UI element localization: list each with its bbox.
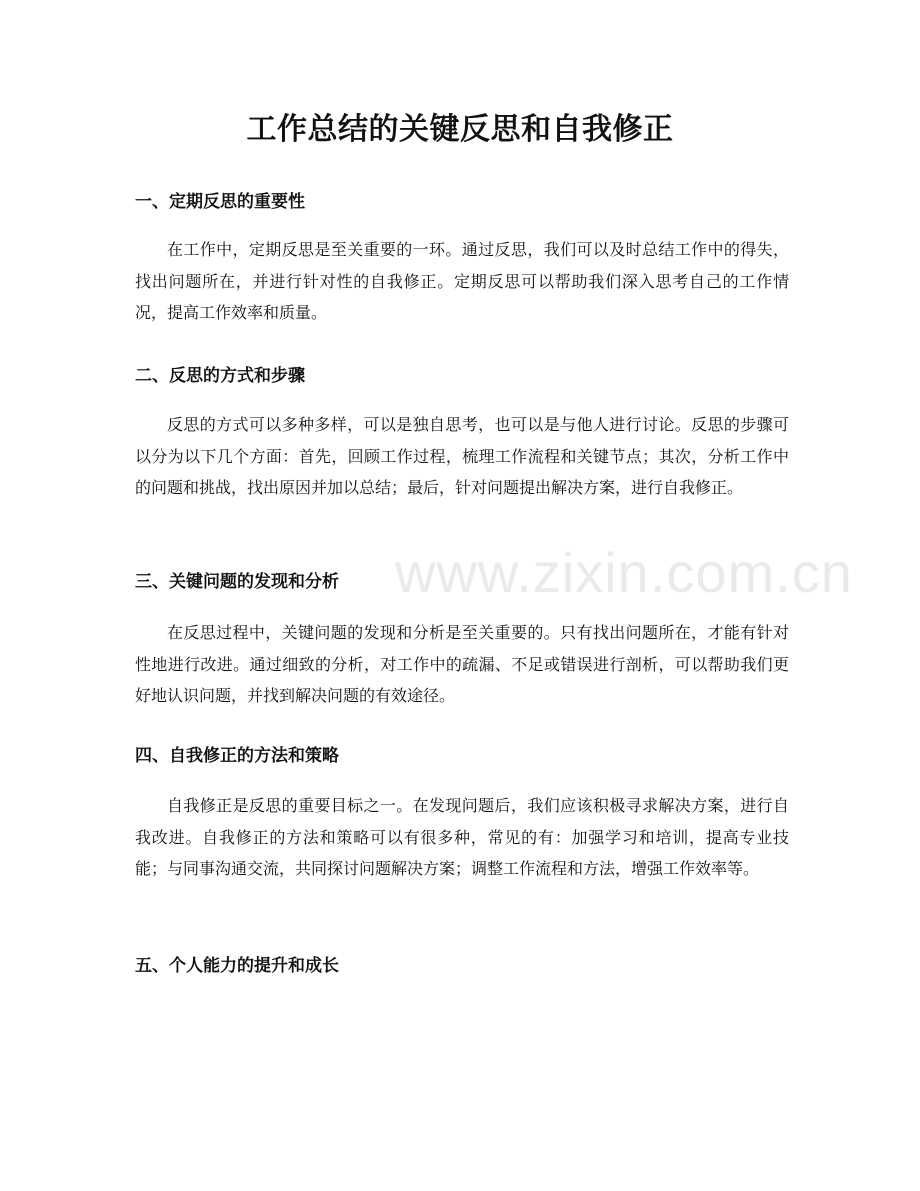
- document-title: 工作总结的关键反思和自我修正: [246, 112, 674, 147]
- section-5-heading: 五、个人能力的提升和成长: [135, 956, 339, 976]
- section-2-heading: 二、反思的方式和步骤: [135, 366, 305, 386]
- section-1-paragraph: 在工作中，定期反思是至关重要的一环。通过反思，我们可以及时总结工作中的得失，找出问题所在，并进行针对性的自我修正。定期反思可以帮助我们深入思考自己的工作情况，提高工作效率和质量。: [135, 240, 789, 322]
- section-3-paragraph: 在反思过程中，关键问题的发现和分析是至关重要的。只有找出问题所在，才能有针对性地进行改进。通过细致的分析，对工作中的疏漏、不足或错误进行剖析，可以帮助我们更好地认识问题，并找到解决问题的有效途径。: [135, 623, 789, 705]
- section-3-heading: 三、关键问题的发现和分析: [135, 572, 339, 592]
- section-1-heading: 一、定期反思的重要性: [135, 192, 305, 212]
- watermark: www.zixin.com.cn: [395, 541, 853, 604]
- section-4-heading: 四、自我修正的方法和策略: [135, 746, 339, 766]
- section-4-paragraph: 自我修正是反思的重要目标之一。在发现问题后，我们应该积极寻求解决方案，进行自我改进。自我修正的方法和策略可以有很多种，常见的有：加强学习和培训，提高专业技能；与同事沟通交流，共同探讨问题解决方案；调整工作流程和方法，增强工作效率等。: [135, 796, 789, 878]
- section-2-paragraph: 反思的方式可以多种多样，可以是独自思考，也可以是与他人进行讨论。反思的步骤可以分为以下几个方面：首先，回顾工作过程，梳理工作流程和关键节点；其次，分析工作中的问题和挑战，找出原因并加以总结；最后，针对问题提出解决方案，进行自我修正。: [135, 415, 789, 497]
